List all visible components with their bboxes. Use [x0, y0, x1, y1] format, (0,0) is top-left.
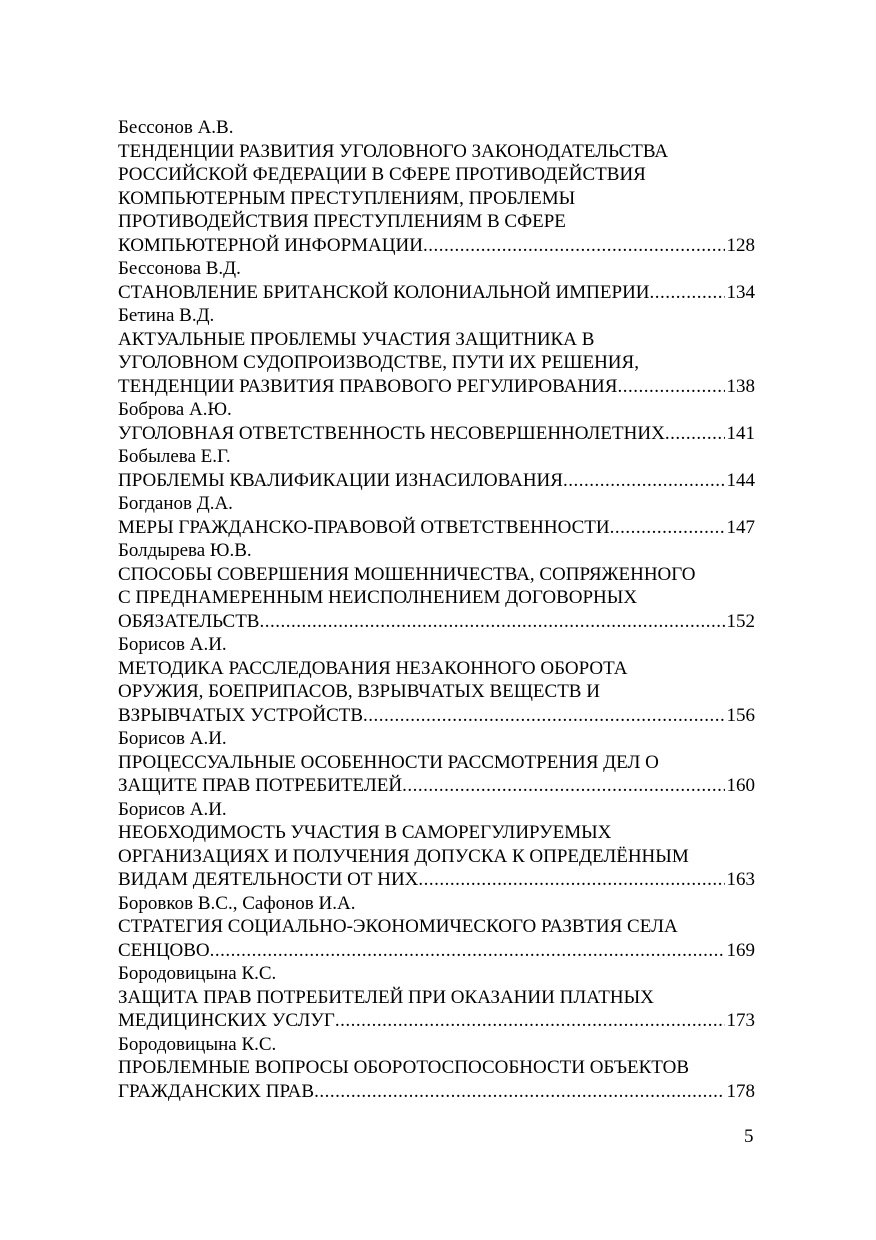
dot-leader	[335, 1009, 725, 1033]
toc-title-last-line	[118, 469, 755, 493]
toc-title-line: НЕОБХОДИМОСТЬ УЧАСТИЯ В САМОРЕГУЛИРУЕМЫХ	[118, 822, 612, 843]
toc-title-line: УГОЛОВНОМ СУДОПРОИЗВОДСТВЕ, ПУТИ ИХ РЕШЕНИЯ,	[118, 352, 639, 373]
toc-page-number: 160	[726, 775, 755, 796]
toc-entry-author: Бородовицына К.С.	[118, 963, 277, 984]
toc-title-line: ПРОБЛЕМЫ КВАЛИФИКАЦИИ ИЗНАСИЛОВАНИЯ	[118, 469, 563, 491]
toc-title-line: ОРУЖИЯ, БОЕПРИПАСОВ, ВЗРЫВЧАТЫХ ВЕЩЕСТВ И	[118, 681, 600, 702]
toc-title-line: СЕНЦОВО	[118, 939, 210, 961]
toc-title-line: ОБЯЗАТЕЛЬСТВ	[118, 610, 260, 632]
toc-entry	[118, 633, 755, 727]
toc-entry-author: Бессонов А.В.	[118, 117, 234, 138]
toc-title-line: ТЕНДЕНЦИИ РАЗВИТИЯ УГОЛОВНОГО ЗАКОНОДАТЕЛЬСТВА	[118, 140, 669, 162]
toc-entry	[118, 962, 755, 1033]
toc-title-line: МЕДИЦИНСКИХ УСЛУГ	[118, 1010, 335, 1031]
toc-entry-title	[118, 657, 755, 728]
toc-title-line: ВЗРЫВЧАТЫХ УСТРОЙСТВ	[118, 704, 364, 726]
toc-entry	[118, 304, 755, 398]
toc-title-last-line	[118, 281, 755, 305]
toc-entry-author: Бетина В.Д.	[118, 305, 215, 326]
dot-leader	[423, 234, 725, 258]
toc-entry-author: Борисов А.И.	[118, 728, 227, 749]
toc-entry-title	[118, 986, 755, 1033]
toc-entry-author: Боброва А.Ю.	[118, 399, 232, 420]
toc-title-line: СТРАТЕГИЯ СОЦИАЛЬНО-ЭКОНОМИЧЕСКОГО РАЗВТИЯ СЕЛА	[118, 916, 678, 937]
dot-leader	[402, 774, 724, 798]
toc-title-last-line	[118, 868, 755, 892]
toc-title-last-line	[118, 422, 755, 446]
toc-entry-title	[118, 469, 755, 493]
toc-title-line: С ПРЕДНАМЕРЕННЫМ НЕИСПОЛНЕНИЕМ ДОГОВОРНЫХ	[118, 587, 638, 608]
toc-title-line: СТАНОВЛЕНИЕ БРИТАНСКОЙ КОЛОНИАЛЬНОЙ ИМПЕРИИ	[118, 281, 650, 303]
toc-title-last-line	[118, 1080, 755, 1104]
toc-entry-author: Болдырева Ю.В.	[118, 540, 252, 561]
toc-title-line: ПРОТИВОДЕЙСТВИЯ ПРЕСТУПЛЕНИЯМ В СФЕРЕ	[118, 211, 566, 232]
toc-title-line: КОМПЬЮТЕРНЫМ ПРЕСТУПЛЕНИЯМ, ПРОБЛЕМЫ	[118, 187, 576, 209]
toc-title-line: ЗАЩИТА ПРАВ ПОТРЕБИТЕЛЕЙ ПРИ ОКАЗАНИИ ПЛАТНЫХ	[118, 986, 654, 1008]
toc-title-last-line	[118, 516, 755, 540]
dot-leader	[610, 516, 725, 540]
toc-title-line: УГОЛОВНАЯ ОТВЕТСТВЕННОСТЬ НЕСОВЕРШЕННОЛЕТНИХ	[118, 422, 665, 444]
toc-page-number: 178	[726, 1080, 755, 1102]
toc-title-last-line	[118, 704, 755, 728]
toc-entry-author: Бессонова В.Д.	[118, 258, 241, 279]
toc-title-line: МЕТОДИКА РАССЛЕДОВАНИЯ НЕЗАКОННОГО ОБОРОТА	[118, 657, 628, 679]
toc-title-last-line	[118, 610, 755, 634]
toc-title-line: ГРАЖДАНСКИХ ПРАВ	[118, 1080, 315, 1102]
toc-entry	[118, 492, 755, 539]
toc-entry	[118, 727, 755, 798]
toc-entry-author: Боровков В.С., Сафонов И.А.	[118, 892, 356, 914]
toc-entry	[118, 539, 755, 633]
toc-entry-title	[118, 821, 755, 892]
toc-entry-title	[118, 281, 755, 305]
dot-leader	[418, 868, 724, 892]
toc-title-line: АКТУАЛЬНЫЕ ПРОБЛЕМЫ УЧАСТИЯ ЗАЩИТНИКА В	[118, 328, 595, 350]
toc-page-number: 147	[726, 516, 755, 538]
toc-entry	[118, 257, 755, 304]
toc-page-number: 128	[726, 234, 755, 256]
toc-entry	[118, 1033, 755, 1104]
toc-entry	[118, 116, 755, 257]
toc-entry	[118, 892, 755, 963]
dot-leader	[665, 422, 725, 446]
toc-entry-author: Борисов А.И.	[118, 798, 227, 820]
toc-title-last-line	[118, 939, 755, 963]
toc-title-line: КОМПЬЮТЕРНОЙ ИНФОРМАЦИИ	[118, 234, 423, 256]
toc-title-last-line	[118, 375, 755, 399]
dot-leader	[363, 704, 724, 728]
dot-leader	[563, 469, 725, 493]
toc-page-number: 138	[726, 375, 755, 397]
toc-entry-title	[118, 563, 755, 634]
toc-page-number: 163	[726, 869, 755, 890]
dot-leader	[210, 939, 725, 963]
toc-entry-title	[118, 1056, 755, 1103]
toc-entry-title	[118, 140, 755, 258]
toc-page-number: 141	[726, 422, 755, 444]
toc-title-line: ВИДАМ ДЕЯТЕЛЬНОСТИ ОТ НИХ	[118, 869, 419, 890]
toc-page-number: 144	[726, 469, 755, 491]
toc-title-last-line	[118, 234, 755, 258]
toc-entry-title	[118, 328, 755, 399]
toc-entry	[118, 798, 755, 892]
toc-page-number: 134	[726, 281, 755, 303]
toc-title-last-line	[118, 1009, 755, 1033]
dot-leader	[650, 281, 725, 305]
toc-title-line: РОССИЙСКОЙ ФЕДЕРАЦИИ В СФЕРЕ ПРОТИВОДЕЙСТВИЯ	[118, 164, 646, 185]
toc-title-line: МЕРЫ ГРАЖДАНСКО-ПРАВОВОЙ ОТВЕТСТВЕННОСТИ	[118, 516, 610, 538]
toc-title-line: ТЕНДЕНЦИИ РАЗВИТИЯ ПРАВОВОГО РЕГУЛИРОВАНИЯ	[118, 375, 618, 397]
toc-page-number: 156	[726, 704, 755, 726]
dot-leader	[314, 1080, 724, 1104]
toc-entry	[118, 445, 755, 492]
toc-entry-author: Борисов А.И.	[118, 634, 227, 655]
page-number: 5	[744, 1126, 754, 1147]
toc-page-number: 173	[726, 1010, 755, 1031]
toc-title-last-line	[118, 774, 755, 798]
toc-entry-author: Богданов Д.А.	[118, 493, 233, 514]
toc-entry-title	[118, 422, 755, 446]
toc-title-line: ЗАЩИТЕ ПРАВ ПОТРЕБИТЕЛЕЙ	[118, 775, 403, 796]
toc-page-number: 169	[726, 939, 755, 961]
toc-entry	[118, 398, 755, 445]
toc-entry-title	[118, 751, 755, 798]
dot-leader	[259, 610, 724, 634]
toc-title-line: ОРГАНИЗАЦИЯХ И ПОЛУЧЕНИЯ ДОПУСКА К ОПРЕДЕЛЁННЫМ	[118, 845, 689, 867]
table-of-contents	[118, 116, 755, 1103]
toc-page-number: 152	[726, 610, 755, 632]
toc-entry-title	[118, 516, 755, 540]
dot-leader	[617, 375, 724, 399]
toc-title-line: ПРОЦЕССУАЛЬНЫЕ ОСОБЕННОСТИ РАССМОТРЕНИЯ ДЕЛ О	[118, 751, 659, 773]
toc-entry-author: Бобылева Е.Г.	[118, 446, 231, 467]
toc-entry-title	[118, 915, 755, 962]
toc-entry-author: Бородовицына К.С.	[118, 1033, 277, 1055]
toc-title-line: СПОСОБЫ СОВЕРШЕНИЯ МОШЕННИЧЕСТВА, СОПРЯЖЕННОГО	[118, 563, 696, 585]
toc-title-line: ПРОБЛЕМНЫЕ ВОПРОСЫ ОБОРОТОСПОСОБНОСТИ ОБЪЕКТОВ	[118, 1057, 690, 1078]
